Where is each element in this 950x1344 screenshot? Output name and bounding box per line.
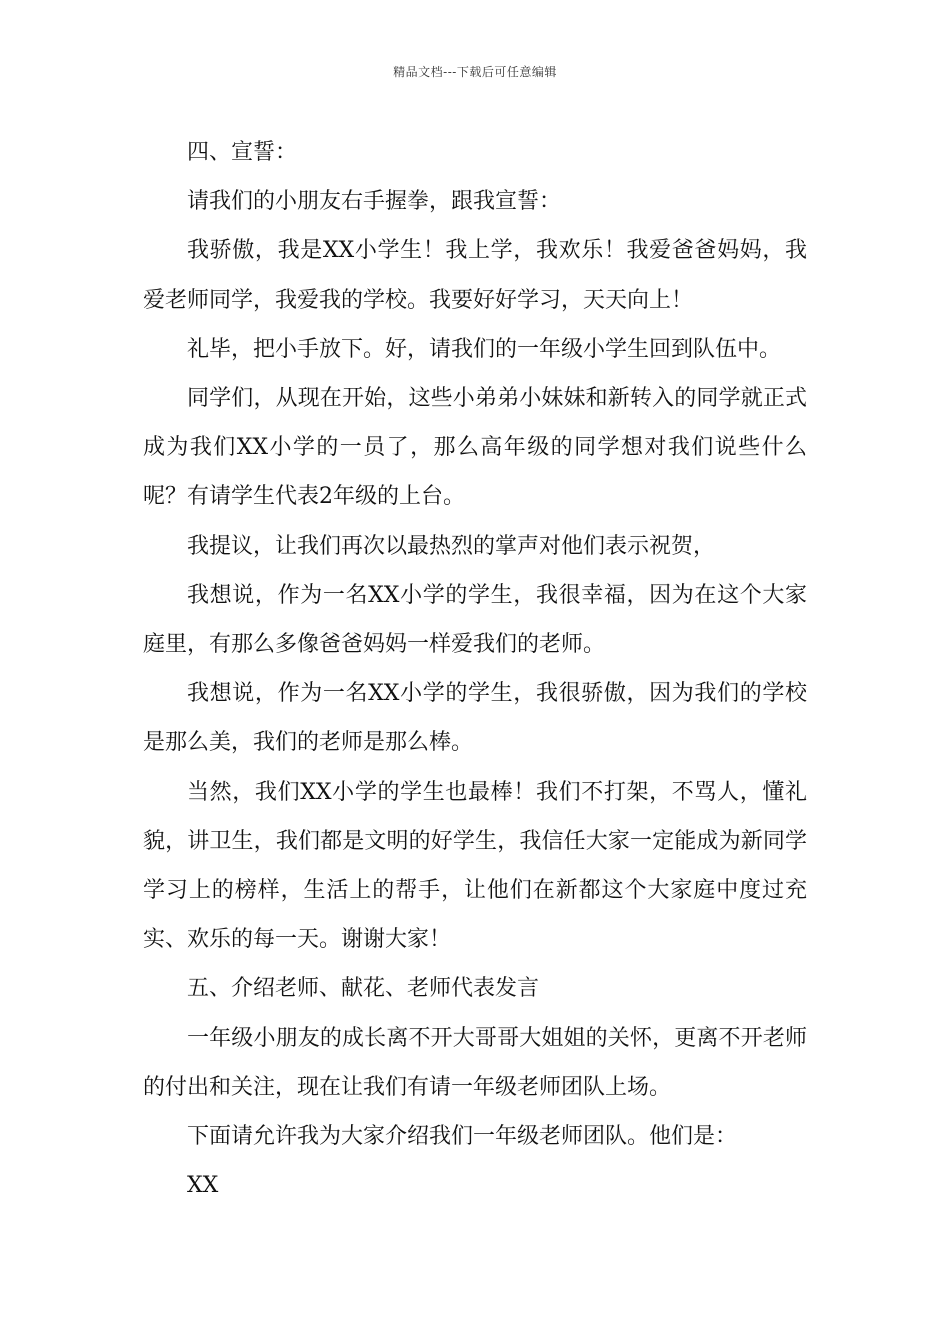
section-heading-oath: 四、宣誓： xyxy=(187,140,298,165)
paragraph: 我骄傲，我是XX小学生！我上学，我欢乐！我爱爸爸妈妈，我爱老师同学，我爱我的学校。我要好好学习，天天向上！ xyxy=(143,238,807,313)
paragraph: 请我们的小朋友右手握拳，跟我宣誓： xyxy=(187,189,562,215)
paragraph: 我想说，作为一名XX小学的学生，我很骄傲，因为我们的学校是那么美，我们的老师是那么棒。 xyxy=(143,681,807,756)
paragraph: XX xyxy=(187,1173,219,1199)
paragraph: 我提议，让我们再次以最热烈的掌声对他们表示祝贺， xyxy=(187,533,716,559)
paragraph: 当然，我们XX小学的学生也最棒！我们不打架，不骂人，懂礼貌，讲卫生，我们都是文明的好学生，我信任大家一定能成为新同学 学习上的榜样，生活上的帮手，让他们在新都这个大家庭中度过充实、欢乐的每一天。谢谢大家！ xyxy=(143,779,821,953)
paragraph: 下面请允许我为大家介绍我们一年级老师团队。他们是： xyxy=(187,1124,738,1150)
paragraph: 礼毕，把小手放下。好，请我们的一年级小学生回到队伍中。 xyxy=(187,336,782,362)
document-body xyxy=(143,128,821,1210)
paragraph: 我想说，作为一名XX小学的学生，我很幸福，因为在这个大家庭里，有那么多像爸爸妈妈一样爱我们的老师。 xyxy=(143,582,807,658)
page-header: 精品文档---下载后可任意编辑 xyxy=(393,65,557,79)
section-heading-teachers: 五、介绍老师、献花、老师代表发言 xyxy=(187,976,540,1002)
paragraph: 一年级小朋友的成长离不开大哥哥大姐姐的关怀，更离不开老师的付出和关注，现在让我们有请一年级老师团队上场。 xyxy=(143,1025,807,1100)
paragraph: 同学们，从现在开始，这些小弟弟小妹妹和新转入的同学就正式成为我们XX小学的一员了，那么高年级的同学想对我们说些什么呢？有请学生代表2年级的上台。 xyxy=(143,386,807,510)
